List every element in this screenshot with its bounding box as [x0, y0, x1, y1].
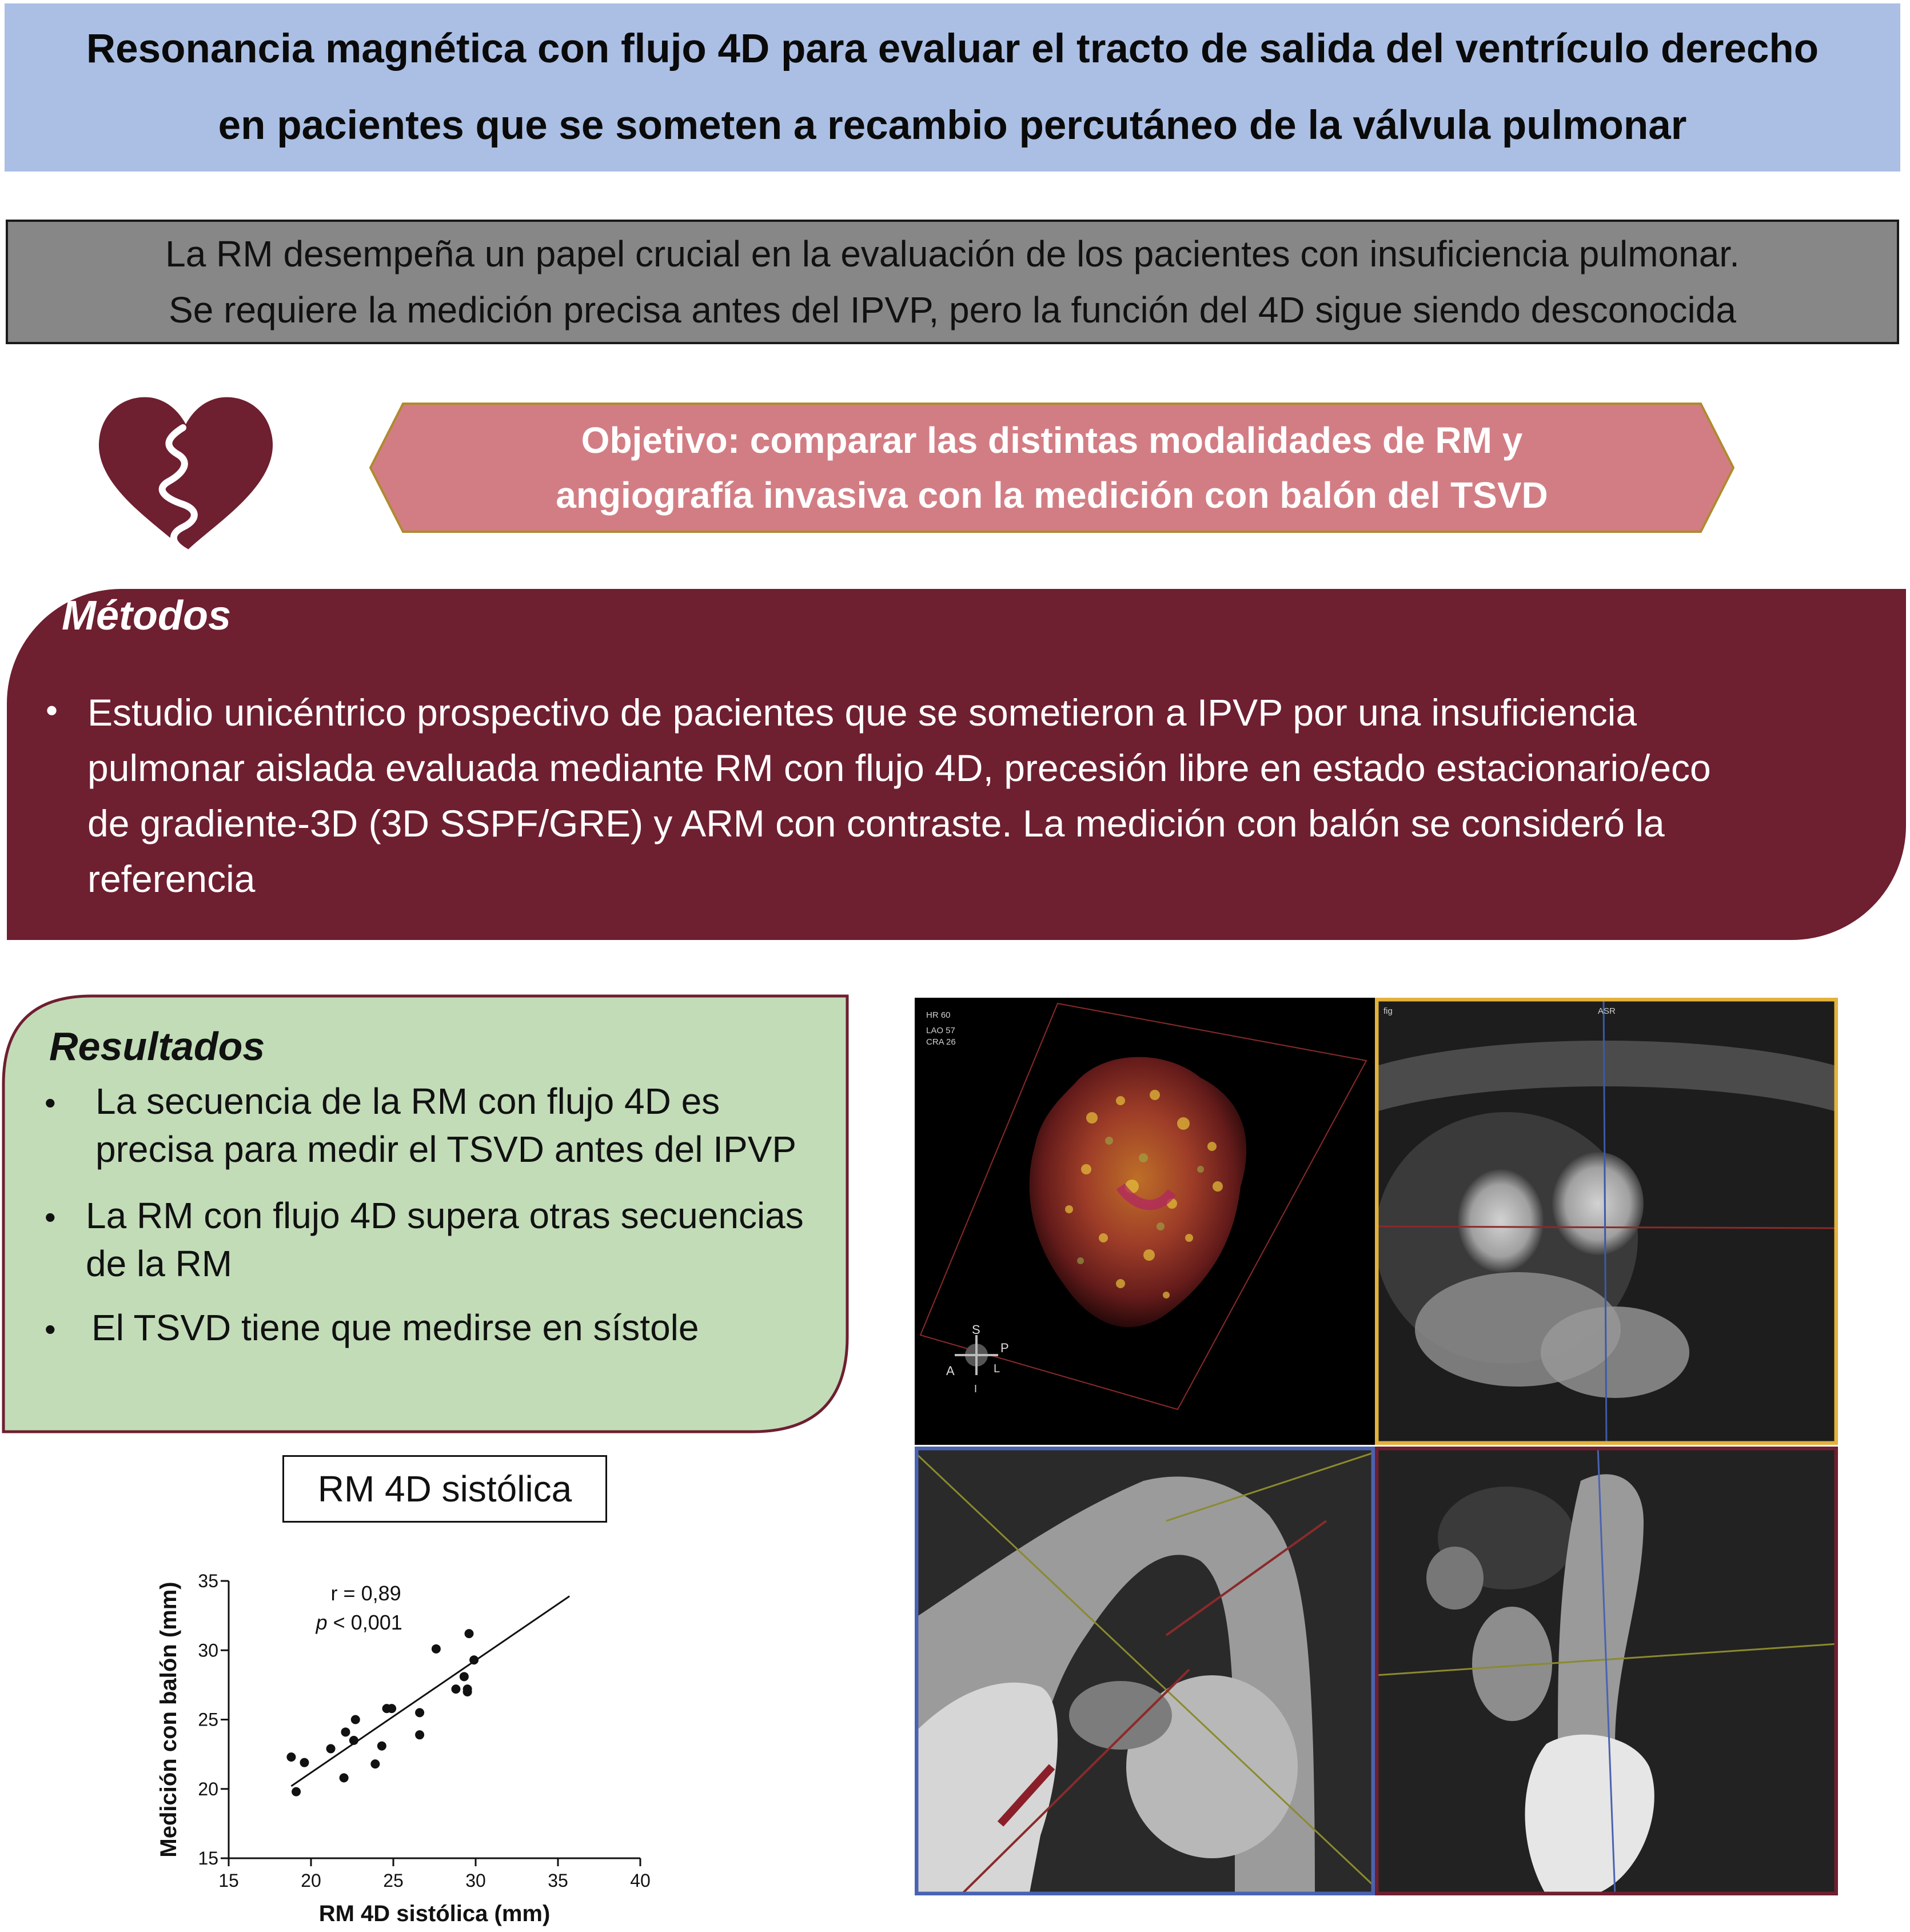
data-point: [286, 1752, 296, 1762]
label-hr: HR 60: [926, 1010, 951, 1020]
data-point: [300, 1758, 309, 1767]
y-tick-label: 35: [198, 1571, 218, 1591]
annotation-r: r = 0,89: [330, 1581, 401, 1605]
methods-heading: Métodos: [62, 593, 231, 639]
results-bullet-3: •: [45, 1311, 56, 1347]
chart-axes: [229, 1581, 640, 1858]
chart-ticks: [198, 1571, 650, 1891]
objective-text: [369, 402, 1735, 533]
objective-line-2: angiografía invasiva con la medición con balón del TSVD: [556, 475, 1548, 516]
y-tick-label: 25: [198, 1709, 218, 1730]
x-tick-label: 35: [548, 1870, 568, 1891]
label-fig: fig: [1383, 1006, 1393, 1016]
scatter-chart: [143, 1561, 669, 1927]
data-point: [463, 1684, 472, 1694]
label-lao: LAO 57: [926, 1026, 955, 1035]
objective-line-1: Objetivo: comparar las distintas modalidades de RM y: [581, 420, 1523, 461]
mri-coronal-panel: [1375, 1447, 1838, 1895]
results-heading: Resultados: [49, 1024, 265, 1069]
intro-box: [6, 220, 1899, 344]
mri-3d-render-panel: [915, 998, 1375, 1445]
x-tick-label: 30: [465, 1870, 486, 1891]
methods-bullet: •: [46, 691, 58, 730]
mri-sagittal-panel: [915, 1447, 1375, 1895]
x-tick-label: 15: [218, 1870, 239, 1891]
results-item-2-line-1: La RM con flujo 4D supera otras secuencias: [86, 1195, 804, 1236]
label-p: P: [1000, 1341, 1009, 1355]
label-a: A: [946, 1364, 955, 1378]
methods-line-2: pulmonar aislada evaluada mediante RM con flujo 4D, precesión libre en estado estacionario/eco: [87, 747, 1711, 789]
methods-line-3: de gradiente-3D (3D SSPF/GRE) y ARM con contraste. La medición con balón se consideró la: [87, 802, 1665, 844]
methods-line-4: referencia: [87, 858, 256, 900]
label-asr: ASR: [1598, 1006, 1616, 1016]
title-banner: [5, 3, 1900, 172]
data-point: [415, 1730, 424, 1739]
intro-line-1: La RM desempeña un papel crucial en la evaluación de los pacientes con insuficiencia pulmonar.: [165, 233, 1740, 274]
data-point: [415, 1708, 424, 1717]
methods-line-1: Estudio unicéntrico prospectivo de pacientes que se sometieron a IPVP por una insuficiencia: [87, 691, 1637, 734]
data-point: [351, 1715, 360, 1724]
results-bullet-1: •: [45, 1085, 56, 1121]
results-bullet-2: •: [45, 1199, 56, 1235]
annotation-p: p < 0,001: [316, 1610, 402, 1634]
methods-body: [87, 685, 1820, 907]
y-tick-label: 20: [198, 1778, 218, 1799]
results-item-2: [86, 1192, 804, 1288]
chart-caption: RM 4D sistólica: [282, 1455, 607, 1523]
results-item-1-line-1: La secuencia de la RM con flujo 4D es: [95, 1081, 720, 1122]
title-line-2: en pacientes que se someten a recambio percutáneo de la válvula pulmonar: [218, 103, 1687, 148]
chart-points: [286, 1629, 479, 1796]
data-point: [451, 1684, 460, 1694]
results-item-1-line-2: precisa para medir el TSVD antes del IPVP: [95, 1129, 797, 1170]
y-tick-label: 15: [198, 1848, 218, 1869]
x-tick-label: 20: [301, 1870, 321, 1891]
results-item-3: El TSVD tiene que medirse en sístole: [91, 1307, 699, 1348]
results-item-2-line-2: de la RM: [86, 1243, 233, 1284]
data-point: [432, 1644, 441, 1654]
x-tick-label: 40: [630, 1870, 651, 1891]
data-point: [387, 1704, 396, 1713]
data-point: [340, 1773, 349, 1782]
data-point: [460, 1672, 469, 1681]
y-axis-label: Medición con balón (mm): [156, 1582, 181, 1858]
label-l: L: [994, 1363, 1000, 1375]
mri-axial-panel: [1375, 998, 1838, 1445]
data-point: [464, 1629, 473, 1638]
intro-line-2: Se requiere la medición precisa antes del IPVP, pero la función del 4D sigue siendo desconocida: [169, 289, 1736, 330]
data-point: [377, 1742, 386, 1751]
x-axis-label: RM 4D sistólica (mm): [318, 1901, 551, 1926]
x-tick-label: 25: [383, 1870, 404, 1891]
label-cra: CRA 26: [926, 1037, 956, 1047]
broken-heart-icon: [97, 395, 274, 555]
label-s: S: [972, 1322, 980, 1337]
chart-labels: [156, 1582, 550, 1926]
data-point: [292, 1787, 301, 1796]
label-i: I: [974, 1383, 978, 1395]
y-tick-label: 30: [198, 1640, 218, 1661]
data-point: [370, 1759, 380, 1768]
results-item-1: [95, 1077, 796, 1173]
data-point: [341, 1727, 350, 1736]
data-point: [326, 1744, 336, 1753]
title-line-1: Resonancia magnética con flujo 4D para evaluar el tracto de salida del ventrículo derecho: [86, 26, 1819, 71]
